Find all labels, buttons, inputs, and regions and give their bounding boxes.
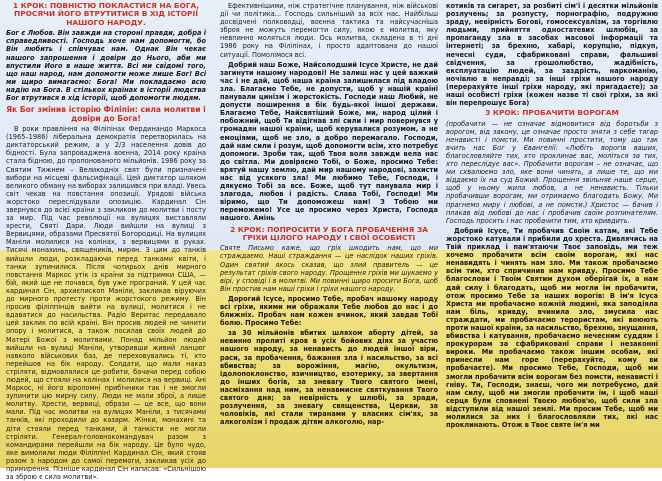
step3-quote: (пробачити — не означає відмовитися від боротьби з ворогом, від закону, це означає просто зняти з себе тягар ненависті і помсти. Ми повинні простити, тому що так вчить нас Бог у Євангелії: «Любіть ворогів ваших, благословляйте тих, хто проклинає вас, моліться за тих, хто переслідує вас». Пробачити ворогам – не означає, що ми схвалюємо зло, яке вони чинять, а лише те, що ми віддаємо їх на суд Божий. Прощення звільняє наше серце, щоб у ньому жила любов, а не ненависть. Тільки пробачивши ворогам, ми отримаємо благодать Божу. Ми прагнемо миру і любові, а не помсти.) Христос — бачив і плакав від любові до нас і пробачив своїм розпинателям. Господь просить і нас пробачити тим, хто кривдить. <box>446 119 658 225</box>
step2-prayer-intro: Дорогий Ісусе, просимо Тебе, пробач нашому народу всі гріхи, якими ми ображали Тебе любов до нас і до ближніх. Пробач нам кожен вчинок, який завдав Тобі болю. Просимо Тебе: <box>220 294 438 328</box>
sins-list-continued: котиків та сигарет, за розбиті сім'ї і десятки мільйонів розлучень; за розпусту, порнографію, подружню зраду, невірність Богові, гомосексуалізм, за торгівлю людьми, прийняття одностатевих шлюбів, за пропаганду зла в засобах масової інформації та інтернеті; за брехню, хабарі, корупцію, підкуп, нечесні суди, сфабриковані справи, фальшиві свідчення, за грошолюбство, жадібність, експлуатацію людей, за заздрість, наркоманію, ночівлю в неправді; за інші гріхи нашого народу (перерахуйте інші гріхи народу, які пригадаєте); за наші особисті гріхи (кожен назве ті свої гріхи, за які він перепрошує Бога) <box>446 2 658 108</box>
step2-sins-list: за 30 мільйонів вбитих шляхом аборту дітей, за невинно пролиті кров в усіх бойових діях за участю нашого народу, за ненависть до людей іншої віри, раси, за пробачення, бажання зла і насильство, за всі вбивства; за ворожіння, магію, окультизм, ідолопоклонство, язичництво, езотерику, за звертання до інших богів, за зневагу Твого святого імені, насміхання над ним, за ненавмисне святкування Твого святого дня; за невірність у шлюбі, за зради, розлучення, за зневагу священства, Церкви, за чоловіків, які стали тиранами у власних сім'ях, за алкоголізм і продаж дітям алкоголю, нар- <box>220 329 438 427</box>
middle-intro: Ефективнішими, ніж стратегічне планування, ніж військові дії чи політика... Господь сильніший за всіх нас. Найбільш досвідчені полководці, воєнна тактика та найсучасніша зброя не можуть перемогти силу, якою є молитва, яку невпинно моляться люди. Ось молитва, складена в ті дні 1986 року на Філіпінах, і просто адаптована до нашої ситуації. Помолімося всі. <box>220 2 438 59</box>
philippines-body: В роки правління на Філіпінах Фердинандо Маркоса (1965–1986) ліберальна демократія перетворилась на диктаторський режим, а у 2/3 населення довів до бідності. Була запроваджена воєнна, 2014 року країна стала бідною, до пропонованого мільйонів. 1986 року за Святим Тижнем – Великодніх свят були призначені вибори на місцеві фальсифікації. Цей диктатор шляхом великого обману на виборах залишився при владі. Увесь світ чекав на повстання опозиції. Урядові війська жорстоко переслідували опозицію. Кардинал Сін звернувся до всієї країни з закликом до молитви і посту за мир. Під час революції на вулицях виставляли хрести, Святі Дари. Люди вийшли на вулиці з Вервицями, образами Пресвятої Богородиці. На вулицях Маніли молилися на колінах, з вервицями в руках. Тисячі монахинь, священиків, мирян. З цим до танків вийшли люди, розкладаючи перед танками квіти, і танки зупинилися. Після чотирьох днів мирного повстання Маркос утік із країни за підтримки США, — бій, який ще не почався, був уже програний. У цей час кардинал Сін, архиєпископ Маніли, закликав віруючих до мирного протесту проти жорстокого режиму. Він просив філіппінців вийти на вулиці, молитися і не вдаватися до насильства. Радіо Веритас передавало цей заклик по всій країні. Він просив людей не чинити опору і молитися, а також посилав своїх людей до Матері Божої з молитвами. Понад мільйон людей вийшли на вулиці Маніли, утворивши живий ланцюг навколо військових баз, де переховувались ті, хто перейшов на бік народу. Солдати, що мали наказ стріляти, відмовлялися це робити, бачачи перед собою людей, що стояли на колінах і молилися на вервиці. Ані Маркос, ні його віроломні прибічники так і не змогли зупинити цю мирну силу. Люди не мали зброї, а лише молитву. Хрести, вервиці, образи — це все, що вони мали. Під час молитви на вулицях Маніли, з тисячами танків, які проходили до казарм. Жінки, монахині та діти стояли перед танками, й танкісти не могли стріляти. Генерал-головнокомандувач разом з командирами перейшли на бік народу. Це було чудо, яке вимолили люди Філіппін! Кардинал Сін, який стояв разом з народом до самої перемоги, закликав усіх до примирення. Пізніше кардинал Сін написав: «Сильнішою за зброю є сила молитви». <box>6 125 206 481</box>
step2-quote: Святе Письмо каже, що гріх шкодить нам, що ми страждаємо. Наші страждання — це наслідок наших гріхів. Один святий якось сказав, що злий правитель — це результат гріхів свого народу. Прощення гріхів ми шукаємо у вірі, у сповіді і в молитві. Ми повинні щиро просити Бога, щоб Він простив нам наші гріхи і гріхи нашого народу. <box>220 244 438 293</box>
step1-heading: 1 КРОК: ПОВНІСТЮ ПОКЛАСТИСЯ НА БОГА, ПРОСЯЧИ ЙОГО ВТРУТИТИСЯ В ХІД ІСТОРІЇ НАШОГО НАРОДУ. <box>12 1 200 27</box>
column-right <box>442 0 662 468</box>
step1-quote: Бог є Любов. Він завжди на стороні правди, добра і справедливості. Господь хоче нам допомогти, бо Він любить і співчуває нам. Однак Він чекає нашого запрошення і довіри до Нього, аби ми впустили Його в наше життя. Всі ми свідомі того, що наш народ, нам допомогти може лише Бог! Всі ми щиро вимагаємо: Бога! Ми покладаємо всю надію на Бога. В стількох країнах в історії людства Бог втрутився в хід історії, щоб допомогти людям. <box>6 29 206 102</box>
column-left <box>0 0 210 481</box>
forgiveness-prayer: Добрий Ісусе, Ти пробачив Своїм катам, які Тебе жорстоко катували і прибили до хреста. Дивлячись на Твій приклад і пам'ятаючи Твоє заповідь, ми теж хочемо пробачити всім своїм ворогам, які нас ненавидять і чинять нам зло. Ми також пробачаємо всім тим, хто спричинив нам кривду. Просимо Тебе благослови і Твоїм Святим духом оберігай їх, а нам дай силу і благодать, щоб ми могли їм пробачити, отож просимо Тебе за наших ворогів: В ім'я Ісуса Христа ми пробачаємо кожній людині, яка заподіяла нам біль, кривду, вчинила зло, змусила нас страждати, ми пробачаємо терористам, які воюють проти нашої країни, за насильство, брехню, знущання, вбивства і катування, пробачаємо нечесним суддям і прокурорам за сфабриковані справи і незаконні вироки. Ми пробачаємо також іншим особам, які принесли нам горе (перерахуйте, кому ви пробачаєте). Ми просимо Тебе, Господи, щоб ми змогли пробачити всім ворогам без помсти, ненависті і гніву. Ти, Господи, знаєш, чого ми потребуємо, дай нам силу, щоб ми змогли пробачити їм, і щоб наші серця були сповнені Твоєю любов'ю, щоб сили зла відступили від нашої землі. Ми просим Тебе, щоб ми молилися за них і благословляли тих, які нас проклинають. Отож в Твоє святе ім'я ми <box>446 226 658 430</box>
philippines-subheading: Як Бог змінив історію Філіпін: сила молитви і довіри до Бога! <box>6 105 206 124</box>
step3-heading: 3 КРОК: ПРОБАЧИТИ ВОРОГАМ <box>485 108 619 118</box>
philippine-prayer: Добрий наш Боже, Найсолодший Ісусе Христе, не дай загинути нашому народові! Не залиш нас у цей важкий час і не дай, щоб наша країна залишилася під владою зла. Благаємо Тебе, не допусти, щоб у нашій країні панували цинізм і жорстокість. Господи наш Любий, не допусти поширення в бік будь-якої іншої держави. Благаємо Тебе, Найсвятіший Боже, ми, народ цілий і побожний, щоб Ти відігнав злі сили і мир повернувся у громадян нашої країни, щоб керувалися розумом, а не емоціями, щоб не зло, а добро перемагало. Господи, дай нам сили і розум, щоб допомогти всім, хто потребує допомоги. Зроби так, щоб Твоя воля завжди вела нас до світла. Ми довіряємо Тобі, о Боже, просимо Тебе: врятуй нашу землю, дай мир нашому народові, захисти нас від усякого зла! Ми любимо Тебе, Господи, і дякуємо Тобі за все. Боже, щоб тут панувала мир і злагода, любов і радість. Слава Тобі, Господи! Ми віримо, що Ти допоможеш нам! З Тобою ми переможемо! Усе це просимо через Христа, Господа нашого. Амінь <box>220 60 438 223</box>
column-middle <box>216 0 440 468</box>
step2-heading: 2 КРОК: ПОПРОСИТИ У БОГА ПРОБАЧЕННЯ ЗА ГРІХИ ЦІЛОГО НАРОДУ І СВОЇ ОСОБИСТІ <box>230 224 428 242</box>
